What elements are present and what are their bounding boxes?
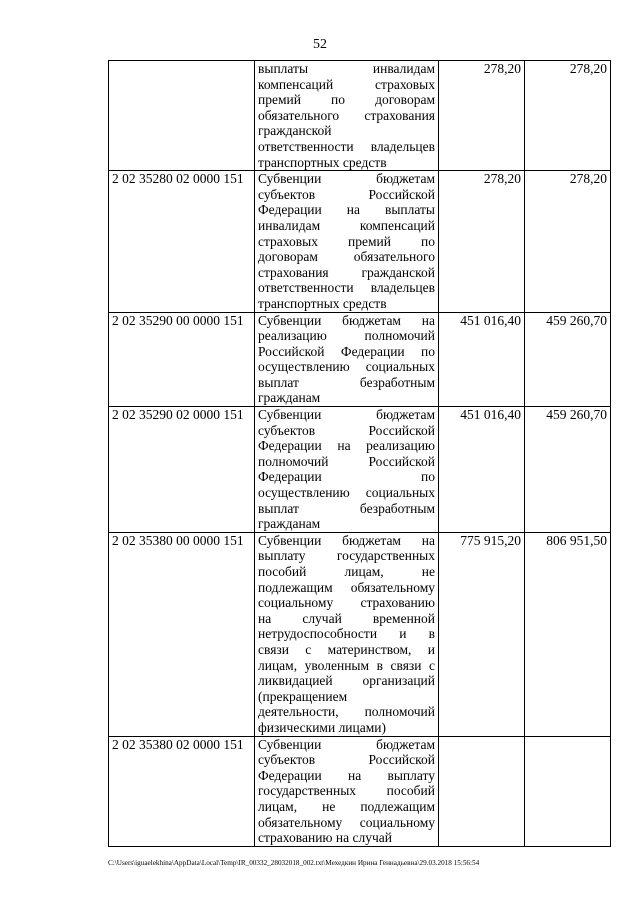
description-line: гражданам [258, 516, 321, 532]
description-line: Субвенции бюджетам на [258, 312, 435, 328]
budget-code-cell: 2 02 35380 02 0000 151 [109, 736, 255, 846]
description-line: Субвенции бюджетам [258, 736, 435, 752]
description-cell [255, 61, 439, 171]
budget-code-cell: 2 02 35280 02 0000 151 [109, 171, 255, 312]
description-cell [255, 736, 439, 846]
description-line: пособий лицам, не [258, 564, 435, 579]
budget-code-cell: 2 02 35380 00 0000 151 [109, 532, 255, 736]
amount-2019-cell: 775 915,20 [439, 532, 525, 736]
amount-2019-cell: 278,20 [439, 61, 525, 171]
budget-code-cell [109, 61, 255, 171]
description-line: Федерации на выплаты [258, 202, 435, 218]
description-line: страхованию на случай [258, 830, 392, 846]
description-line: лицам, не подлежащим [258, 798, 435, 814]
description-line: Федерации по [258, 469, 435, 485]
description-line: выплаты инвалидам [258, 61, 435, 76]
description-line: физическими лицами) [258, 719, 387, 735]
description-line: осуществлению социальных [258, 485, 435, 501]
description-line: обязательного страхования [258, 107, 435, 123]
description-line: гражданам [258, 390, 321, 406]
amount-2020-cell: 278,20 [525, 171, 611, 312]
table-row [109, 61, 611, 171]
description-line: выплат безработным [258, 500, 435, 516]
amount-2020-cell: 459 260,70 [525, 312, 611, 407]
description-cell [255, 532, 439, 736]
description-line: Субвенции бюджетам [258, 407, 435, 423]
amount-2019-cell [439, 736, 525, 846]
description-line: ответственности владельцев [258, 280, 435, 296]
description-line: (прекращением [258, 688, 348, 704]
footer-file-path: C:\Users\iguaelekhina\AppData\Local\Temp\IR_00332_28032018_002.txt\Мехедкин Ирина Геннадьевна\29.03.2018 15:56:54 [108, 859, 480, 867]
description-line: страхования гражданской [258, 264, 435, 280]
description-line: Российской Федерации по [258, 343, 435, 359]
description-line: осуществлению социальных [258, 359, 435, 375]
description-line: договорам обязательного [258, 249, 435, 265]
amount-2019-cell: 451 016,40 [439, 312, 525, 407]
description-line: государственных пособий [258, 783, 435, 799]
description-cell [255, 171, 439, 312]
description-line: реализацию полномочий [258, 328, 435, 344]
description-cell [255, 407, 439, 533]
description-line: транспортных средств [258, 295, 387, 311]
description-line: Субвенции бюджетам на [258, 532, 435, 548]
description-line: инвалидам компенсаций [258, 217, 435, 233]
description-line: субъектов Российской [258, 186, 435, 202]
budget-code-cell: 2 02 35290 00 0000 151 [109, 312, 255, 407]
description-line: транспортных средств [258, 154, 387, 170]
description-line: полномочий Российской [258, 453, 435, 469]
description-line: Федерации на выплату [258, 767, 435, 783]
description-line: премий по договорам [258, 92, 435, 108]
description-line: субъектов Российской [258, 752, 435, 768]
description-line: связи с материнством, и [258, 641, 435, 657]
table-row [109, 532, 611, 736]
description-line: ликвидацией организаций [258, 673, 435, 689]
amount-2020-cell: 806 951,50 [525, 532, 611, 736]
description-line: выплату государственных [258, 548, 435, 564]
table-row [109, 407, 611, 533]
description-line: лицам, уволенным в связи с [258, 657, 435, 673]
amount-2020-cell: 459 260,70 [525, 407, 611, 533]
amount-2020-cell [525, 736, 611, 846]
budget-code-cell: 2 02 35290 02 0000 151 [109, 407, 255, 533]
table-row [109, 171, 611, 312]
description-line: страховых премий по [258, 233, 435, 249]
description-cell [255, 312, 439, 407]
description-line: Субвенции бюджетам [258, 171, 435, 187]
description-line: гражданской [258, 123, 332, 139]
amount-2019-cell: 451 016,40 [439, 407, 525, 533]
description-line: нетрудоспособности и в [258, 626, 435, 642]
description-line: обязательному социальному [258, 814, 435, 830]
description-line: ответственности владельцев [258, 138, 435, 154]
budget-table [108, 60, 611, 847]
description-line: на случай временной [258, 610, 435, 626]
description-line: Федерации на реализацию [258, 438, 435, 454]
description-line: субъектов Российской [258, 422, 435, 438]
description-line: компенсаций страховых [258, 76, 435, 92]
description-line: подлежащим обязательному [258, 579, 435, 595]
table-row [109, 736, 611, 846]
description-line: выплат безработным [258, 374, 435, 390]
amount-2020-cell: 278,20 [525, 61, 611, 171]
amount-2019-cell: 278,20 [439, 171, 525, 312]
table-row [109, 312, 611, 407]
description-line: деятельности, полномочий [258, 704, 435, 720]
description-line: социальному страхованию [258, 595, 435, 611]
page-number: 52 [313, 37, 327, 52]
